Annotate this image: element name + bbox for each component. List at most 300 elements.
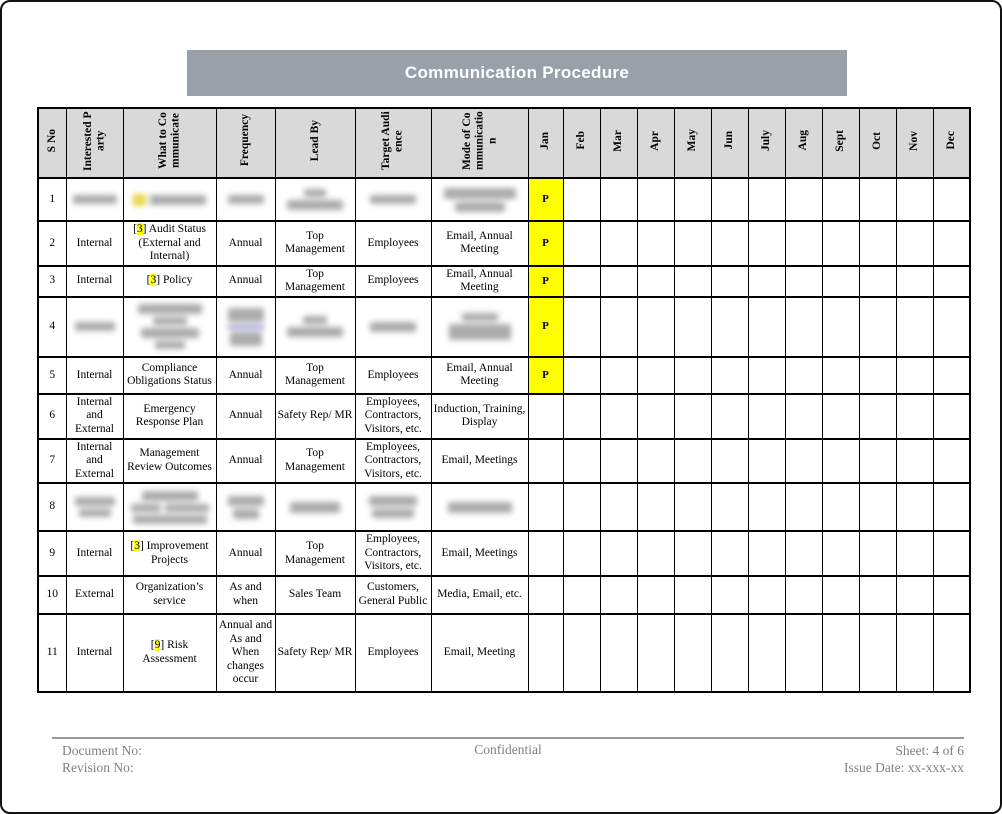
cell-month-may (674, 357, 711, 394)
month-header-label: Dec (944, 131, 957, 150)
redacted-content (219, 496, 273, 519)
cell-month-july (748, 614, 785, 692)
cell-lead-by: Top Management (275, 531, 355, 576)
cell-mode: Email, Annual Meeting (431, 357, 528, 394)
cell-month-oct (859, 178, 896, 221)
redacted-content (278, 189, 353, 210)
redaction-blob (370, 195, 416, 204)
cell-what: [3] Audit Status (External and Internal) (123, 221, 216, 266)
redacted-content (69, 322, 121, 331)
redacted-content (126, 304, 214, 349)
redacted-content (358, 496, 429, 518)
col-header-month-aug (785, 108, 822, 178)
cell-month-mar (600, 178, 637, 221)
footer-right (542, 742, 964, 777)
cell-month-nov (896, 297, 933, 357)
cell-month-jun (711, 439, 748, 484)
col-header-label: Mode of Communication (460, 111, 498, 170)
cell-target-audience (355, 178, 431, 221)
col-header-label: S No (45, 128, 58, 153)
cell-frequency: Annual (216, 439, 275, 484)
cell-month-oct (859, 394, 896, 439)
redacted-content (278, 502, 353, 513)
cell-month-jan-marked: P (528, 266, 563, 297)
cell-month-apr (637, 483, 674, 531)
cell-month-feb (563, 297, 600, 357)
month-header-label: Feb (575, 131, 588, 150)
cell-target-audience (355, 483, 431, 531)
col-header-month-feb (563, 108, 600, 178)
cell-interested-party (66, 483, 123, 531)
redaction-blob (73, 195, 117, 204)
redaction-blob (233, 509, 259, 519)
sheet-label: Sheet: 4 of 6 (895, 743, 964, 758)
cell-month-sept (822, 178, 859, 221)
redaction-blob (372, 509, 414, 518)
cell-month-jun (711, 394, 748, 439)
cell-month-oct (859, 531, 896, 576)
cell-month-oct (859, 576, 896, 614)
cell-lead-by: Top Management (275, 221, 355, 266)
cell-what (123, 297, 216, 357)
redacted-content (219, 308, 273, 346)
cell-lead-by: Top Management (275, 357, 355, 394)
cell-month-aug (785, 297, 822, 357)
cell-month-jan-marked: P (528, 297, 563, 357)
cell-month-aug (785, 178, 822, 221)
cell-month-may (674, 531, 711, 576)
cell-month-oct (859, 297, 896, 357)
cell-month-sept (822, 483, 859, 531)
cell-sno: 1 (38, 178, 66, 221)
redaction-blob (455, 202, 505, 212)
cell-month-may (674, 439, 711, 484)
cell-month-nov (896, 576, 933, 614)
col-header-what-to-communicate (123, 108, 216, 178)
redaction-blob (287, 327, 343, 337)
cell-month-may (674, 576, 711, 614)
table-row (38, 576, 970, 614)
cell-month-jun (711, 614, 748, 692)
table-row (38, 614, 970, 692)
cell-what (123, 483, 216, 531)
table-row (38, 357, 970, 394)
redaction-blob (444, 188, 516, 199)
cell-target-audience: Employees, Contractors, Visitors, etc. (355, 394, 431, 439)
cell-sno: 5 (38, 357, 66, 394)
cell-month-may (674, 483, 711, 531)
cell-target-audience: Employees (355, 614, 431, 692)
cell-month-feb (563, 531, 600, 576)
cell-mode: Media, Email, etc. (431, 576, 528, 614)
cell-month-mar (600, 357, 637, 394)
cell-month-dec (933, 357, 970, 394)
cell-month-aug (785, 357, 822, 394)
cell-target-audience (355, 297, 431, 357)
cell-month-aug (785, 266, 822, 297)
cell-month-mar (600, 614, 637, 692)
cell-month-nov (896, 266, 933, 297)
cell-month-feb (563, 266, 600, 297)
cell-month-apr (637, 394, 674, 439)
cell-month-may (674, 614, 711, 692)
cell-interested-party: Internal and External (66, 394, 123, 439)
cell-month-mar (600, 439, 637, 484)
redacted-content (358, 322, 429, 332)
cell-month-apr (637, 297, 674, 357)
cell-month-mar (600, 531, 637, 576)
footer-left (52, 742, 474, 777)
table-container (37, 107, 971, 693)
cell-interested-party: Internal (66, 221, 123, 266)
table-body (38, 178, 970, 692)
redaction-blob (228, 308, 264, 322)
highlighted-number: 9 (154, 639, 161, 652)
cell-interested-party: Internal (66, 266, 123, 297)
cell-what: Emergency Response Plan (123, 394, 216, 439)
cell-month-aug (785, 394, 822, 439)
cell-what: Compliance Obligations Status (123, 357, 216, 394)
cell-month-dec (933, 266, 970, 297)
cell-lead-by (275, 178, 355, 221)
cell-month-aug (785, 221, 822, 266)
cell-month-sept (822, 531, 859, 576)
redaction-blob (228, 496, 264, 506)
col-header-month-jun (711, 108, 748, 178)
cell-target-audience: Customers, General Public (355, 576, 431, 614)
cell-month-jun (711, 531, 748, 576)
highlighted-number: 3 (150, 274, 157, 287)
cell-month-may (674, 394, 711, 439)
redaction-blob (75, 497, 115, 506)
redaction-blob (141, 328, 199, 338)
redaction-blob (138, 304, 202, 314)
col-header-label: Frequency (239, 114, 252, 167)
revision-no-label: Revision No: (62, 760, 134, 776)
cell-lead-by: Top Management (275, 266, 355, 297)
cell-month-dec (933, 614, 970, 692)
redaction-blob (290, 502, 340, 513)
redaction-blob (230, 332, 262, 346)
cell-mode (431, 483, 528, 531)
cell-month-mar (600, 221, 637, 266)
cell-frequency: Annual (216, 357, 275, 394)
cell-month-jun (711, 178, 748, 221)
redaction-blob (165, 504, 209, 512)
cell-mode: Email, Meetings (431, 439, 528, 484)
cell-month-nov (896, 357, 933, 394)
cell-month-jan (528, 614, 563, 692)
redaction-blob (303, 316, 327, 324)
cell-month-jan (528, 394, 563, 439)
redacted-content (434, 188, 526, 212)
redaction-blob (287, 200, 343, 210)
table-row (38, 531, 970, 576)
cell-month-jan-marked: P (528, 178, 563, 221)
cell-month-apr (637, 531, 674, 576)
cell-month-jan-marked: P (528, 221, 563, 266)
cell-month-aug (785, 439, 822, 484)
cell-month-apr (637, 576, 674, 614)
cell-month-dec (933, 531, 970, 576)
cell-target-audience: Employees, Contractors, Visitors, etc. (355, 531, 431, 576)
col-header-label: Interested Party (81, 110, 107, 171)
cell-frequency: Annual (216, 531, 275, 576)
cell-month-jun (711, 357, 748, 394)
col-header-frequency (216, 108, 275, 178)
cell-frequency: Annual (216, 221, 275, 266)
redaction-blob (75, 322, 115, 331)
cell-what: Management Review Outcomes (123, 439, 216, 484)
cell-month-nov (896, 531, 933, 576)
table-row (38, 439, 970, 484)
cell-month-july (748, 297, 785, 357)
cell-month-july (748, 576, 785, 614)
col-header-interested-party (66, 108, 123, 178)
redaction-blob (133, 515, 207, 524)
col-header-month-nov (896, 108, 933, 178)
cell-month-mar (600, 483, 637, 531)
cell-month-apr (637, 266, 674, 297)
cell-month-july (748, 221, 785, 266)
highlighted-number: 3 (134, 539, 140, 552)
cell-month-dec (933, 221, 970, 266)
cell-month-feb (563, 221, 600, 266)
redaction-blob (155, 341, 185, 349)
cell-month-july (748, 439, 785, 484)
cell-month-dec (933, 576, 970, 614)
cell-month-july (748, 266, 785, 297)
col-header-month-jan (528, 108, 563, 178)
communication-table (37, 107, 971, 693)
cell-month-july (748, 394, 785, 439)
cell-month-oct (859, 357, 896, 394)
col-header-s-no (38, 108, 66, 178)
redaction-blob (131, 504, 161, 512)
cell-what (123, 178, 216, 221)
redacted-content (434, 313, 526, 340)
month-header-label: Jan (539, 131, 552, 150)
redaction-blob (449, 324, 511, 340)
cell-month-july (748, 483, 785, 531)
cell-mode (431, 297, 528, 357)
cell-lead-by: Sales Team (275, 576, 355, 614)
cell-month-apr (637, 614, 674, 692)
col-header-month-sept (822, 108, 859, 178)
col-header-month-oct (859, 108, 896, 178)
cell-lead-by: Safety Rep/ MR (275, 614, 355, 692)
redaction-blob (153, 317, 187, 325)
cell-interested-party: Internal (66, 531, 123, 576)
cell-interested-party: External (66, 576, 123, 614)
cell-month-july (748, 178, 785, 221)
cell-lead-by: Safety Rep/ MR (275, 394, 355, 439)
cell-sno: 3 (38, 266, 66, 297)
cell-month-feb (563, 576, 600, 614)
col-header-mode-of-communication (431, 108, 528, 178)
month-header-label: Nov (908, 130, 921, 151)
cell-month-jan (528, 531, 563, 576)
cell-mode: Email, Meeting (431, 614, 528, 692)
cell-month-mar (600, 297, 637, 357)
table-row (38, 178, 970, 221)
month-header-label: July (760, 129, 773, 152)
redaction-blob (79, 509, 111, 517)
redaction-blob (370, 322, 416, 332)
cell-sno: 9 (38, 531, 66, 576)
cell-month-feb (563, 394, 600, 439)
cell-target-audience: Employees (355, 221, 431, 266)
redaction-blob (369, 496, 417, 506)
table-row (38, 297, 970, 357)
cell-month-sept (822, 266, 859, 297)
cell-month-dec (933, 483, 970, 531)
cell-mode (431, 178, 528, 221)
redacted-content (126, 491, 214, 524)
cell-month-aug (785, 483, 822, 531)
redacted-content (434, 502, 526, 513)
month-header-label: Apr (649, 130, 662, 151)
table-row (38, 221, 970, 266)
cell-month-feb (563, 178, 600, 221)
redacted-content (126, 194, 214, 206)
table-row (38, 266, 970, 297)
cell-frequency (216, 178, 275, 221)
cell-month-sept (822, 614, 859, 692)
redaction-blob (462, 313, 498, 321)
title-banner (187, 50, 847, 96)
cell-frequency (216, 297, 275, 357)
cell-interested-party (66, 297, 123, 357)
redaction-blob (448, 502, 512, 513)
cell-what: [3] Policy (123, 266, 216, 297)
month-header-label: Mar (612, 129, 625, 152)
cell-month-sept (822, 297, 859, 357)
cell-sno: 2 (38, 221, 66, 266)
cell-interested-party: Internal and External (66, 439, 123, 484)
table-header (38, 108, 970, 178)
cell-month-oct (859, 483, 896, 531)
cell-month-dec (933, 394, 970, 439)
cell-sno: 7 (38, 439, 66, 484)
redacted-content (69, 195, 121, 204)
col-header-target-audience (355, 108, 431, 178)
cell-month-dec (933, 439, 970, 484)
cell-month-jan (528, 576, 563, 614)
cell-mode: Email, Annual Meeting (431, 221, 528, 266)
issue-date-label: Issue Date: xx-xxx-xx (844, 760, 964, 776)
cell-mode: Email, Annual Meeting (431, 266, 528, 297)
cell-month-nov (896, 439, 933, 484)
cell-month-apr (637, 178, 674, 221)
cell-month-may (674, 221, 711, 266)
redacted-content (69, 497, 121, 517)
col-header-month-apr (637, 108, 674, 178)
cell-month-feb (563, 483, 600, 531)
cell-month-jun (711, 576, 748, 614)
month-header-label: Sept (834, 129, 847, 152)
cell-month-mar (600, 576, 637, 614)
cell-month-aug (785, 614, 822, 692)
col-header-lead-by (275, 108, 355, 178)
cell-month-aug (785, 576, 822, 614)
cell-month-july (748, 531, 785, 576)
cell-interested-party: Internal (66, 357, 123, 394)
month-header-label: May (686, 129, 699, 152)
cell-lead-by: Top Management (275, 439, 355, 484)
cell-sno: 8 (38, 483, 66, 531)
cell-month-oct (859, 614, 896, 692)
cell-month-dec (933, 178, 970, 221)
cell-frequency: Annual (216, 266, 275, 297)
cell-sno: 4 (38, 297, 66, 357)
cell-month-july (748, 357, 785, 394)
cell-month-nov (896, 178, 933, 221)
cell-month-feb (563, 439, 600, 484)
highlighted-number: 3 (136, 223, 143, 235)
cell-month-dec (933, 297, 970, 357)
redaction-blob (228, 195, 264, 204)
redaction-blob (304, 189, 326, 197)
cell-month-may (674, 297, 711, 357)
redacted-content (278, 316, 353, 337)
cell-month-feb (563, 614, 600, 692)
cell-month-mar (600, 266, 637, 297)
redaction-blob (133, 194, 146, 206)
table-row (38, 394, 970, 439)
cell-lead-by (275, 483, 355, 531)
cell-month-jun (711, 483, 748, 531)
cell-mode: Email, Meetings (431, 531, 528, 576)
cell-month-apr (637, 439, 674, 484)
col-header-label: Target Audience (380, 111, 405, 170)
cell-month-jan (528, 483, 563, 531)
col-header-month-dec (933, 108, 970, 178)
col-header-month-july (748, 108, 785, 178)
cell-target-audience: Employees, Contractors, Visitors, etc. (355, 439, 431, 484)
cell-month-jan (528, 439, 563, 484)
page-title: Communication Procedure (404, 63, 630, 82)
month-header-label: Jun (723, 131, 736, 150)
cell-month-jun (711, 297, 748, 357)
cell-month-aug (785, 531, 822, 576)
cell-interested-party (66, 178, 123, 221)
document-no-label: Document No: (62, 743, 142, 758)
cell-target-audience: Employees (355, 266, 431, 297)
cell-frequency: As and when (216, 576, 275, 614)
month-header-label: Aug (797, 130, 810, 151)
cell-month-nov (896, 614, 933, 692)
cell-month-nov (896, 394, 933, 439)
redacted-content (358, 195, 429, 204)
cell-month-nov (896, 483, 933, 531)
col-header-label: Lead By (308, 119, 321, 162)
cell-sno: 11 (38, 614, 66, 692)
cell-month-may (674, 178, 711, 221)
footer (52, 737, 964, 777)
cell-month-jun (711, 266, 748, 297)
cell-month-sept (822, 439, 859, 484)
cell-target-audience: Employees (355, 357, 431, 394)
cell-interested-party: Internal (66, 614, 123, 692)
cell-month-oct (859, 221, 896, 266)
cell-month-apr (637, 357, 674, 394)
cell-lead-by (275, 297, 355, 357)
cell-month-may (674, 266, 711, 297)
cell-mode: Induction, Training, Display (431, 394, 528, 439)
cell-sno: 6 (38, 394, 66, 439)
cell-frequency: Annual (216, 394, 275, 439)
